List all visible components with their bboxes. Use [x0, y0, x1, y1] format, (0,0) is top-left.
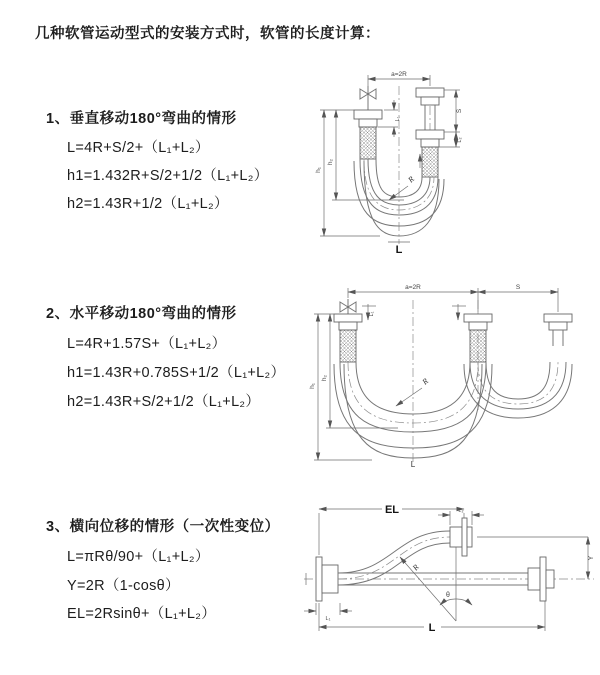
svg-text:L₁: L₁ — [369, 311, 375, 317]
page-title: 几种软管运动型式的安装方式时，软管的长度计算： — [35, 26, 380, 42]
s-curve-hose — [338, 518, 472, 585]
valve-icon — [360, 86, 376, 110]
section1-formula-h1: h1=1.432R+S/2+1/2（L₁+L₂） — [67, 168, 269, 184]
pipe-fittings — [334, 314, 572, 362]
left-pipe-fitting — [354, 110, 382, 159]
braided-hose — [340, 330, 356, 362]
svg-text:S: S — [515, 284, 521, 291]
svg-text:a=2R: a=2R — [391, 71, 407, 78]
dim-l-bottom — [319, 601, 545, 634]
diagram-horizontal-180 — [306, 278, 598, 470]
dim-a2r-s — [348, 284, 558, 312]
section3-heading: 3、横向位移的情形（一次性变位） — [46, 519, 280, 535]
svg-text:h₂: h₂ — [327, 158, 334, 166]
braided-hose — [360, 127, 376, 159]
diagram-vertical-180 — [308, 66, 548, 256]
valve-icon — [340, 299, 356, 314]
svg-text:h₁: h₁ — [309, 383, 316, 389]
section2-heading: 2、水平移动180°弯曲的情形 — [46, 306, 237, 322]
svg-text:R: R — [410, 562, 421, 573]
svg-text:Y: Y — [588, 555, 595, 561]
svg-text:L₂: L₂ — [457, 137, 463, 143]
section2-formula-h2: h2=1.43R+S/2+1/2（L₁+L₂） — [67, 394, 261, 410]
dim-a2r — [368, 71, 430, 86]
section1-formula-L: L=4R+S/2+（L₁+L₂） — [67, 140, 210, 156]
dim-l2 — [438, 508, 484, 525]
dim-radius-angle — [400, 547, 472, 621]
dim-l1 — [362, 304, 466, 320]
braided-hose — [422, 147, 438, 177]
section3-formula-EL: EL=2Rsinθ+（L₁+L₂） — [67, 606, 217, 622]
diagram-lateral-displacement — [300, 497, 598, 637]
svg-text:R: R — [420, 376, 431, 387]
section1-formula-h2: h2=1.43R+1/2（L₁+L₂） — [67, 196, 229, 212]
svg-text:a=2R: a=2R — [405, 284, 421, 291]
svg-text:S: S — [456, 108, 463, 114]
dim-h1-h2 — [315, 110, 404, 236]
dim-l-bottom: L — [410, 460, 416, 469]
svg-text:EL: EL — [384, 504, 400, 516]
svg-text:L₁: L₁ — [395, 116, 401, 122]
right-pipe-fittings — [416, 88, 444, 177]
dim-l-bottom — [388, 242, 410, 256]
svg-text:L: L — [428, 622, 436, 634]
svg-text:L₂: L₂ — [458, 508, 464, 514]
dim-el — [319, 504, 464, 555]
section3-formula-L: L=πRθ/90+（L₁+L₂） — [67, 549, 210, 565]
section1-heading: 1、垂直移动180°弯曲的情形 — [46, 111, 237, 127]
svg-text:L: L — [395, 244, 403, 256]
dim-l1 — [304, 603, 352, 622]
hose-u-bend-right — [464, 362, 572, 418]
svg-text:h₂: h₂ — [321, 374, 328, 382]
svg-text:h₁: h₁ — [315, 167, 322, 173]
section2-formula-h1: h1=1.43R+0.785S+1/2（L₁+L₂） — [67, 365, 286, 381]
svg-text:L₁: L₁ — [325, 616, 331, 622]
svg-text:θ: θ — [446, 592, 450, 599]
svg-text:R: R — [406, 174, 416, 185]
braided-hose — [470, 330, 486, 362]
section2-formula-L: L=4R+1.57S+（L₁+L₂） — [67, 336, 227, 352]
section3-formula-Y: Y=2R（1-cosθ） — [67, 578, 180, 594]
